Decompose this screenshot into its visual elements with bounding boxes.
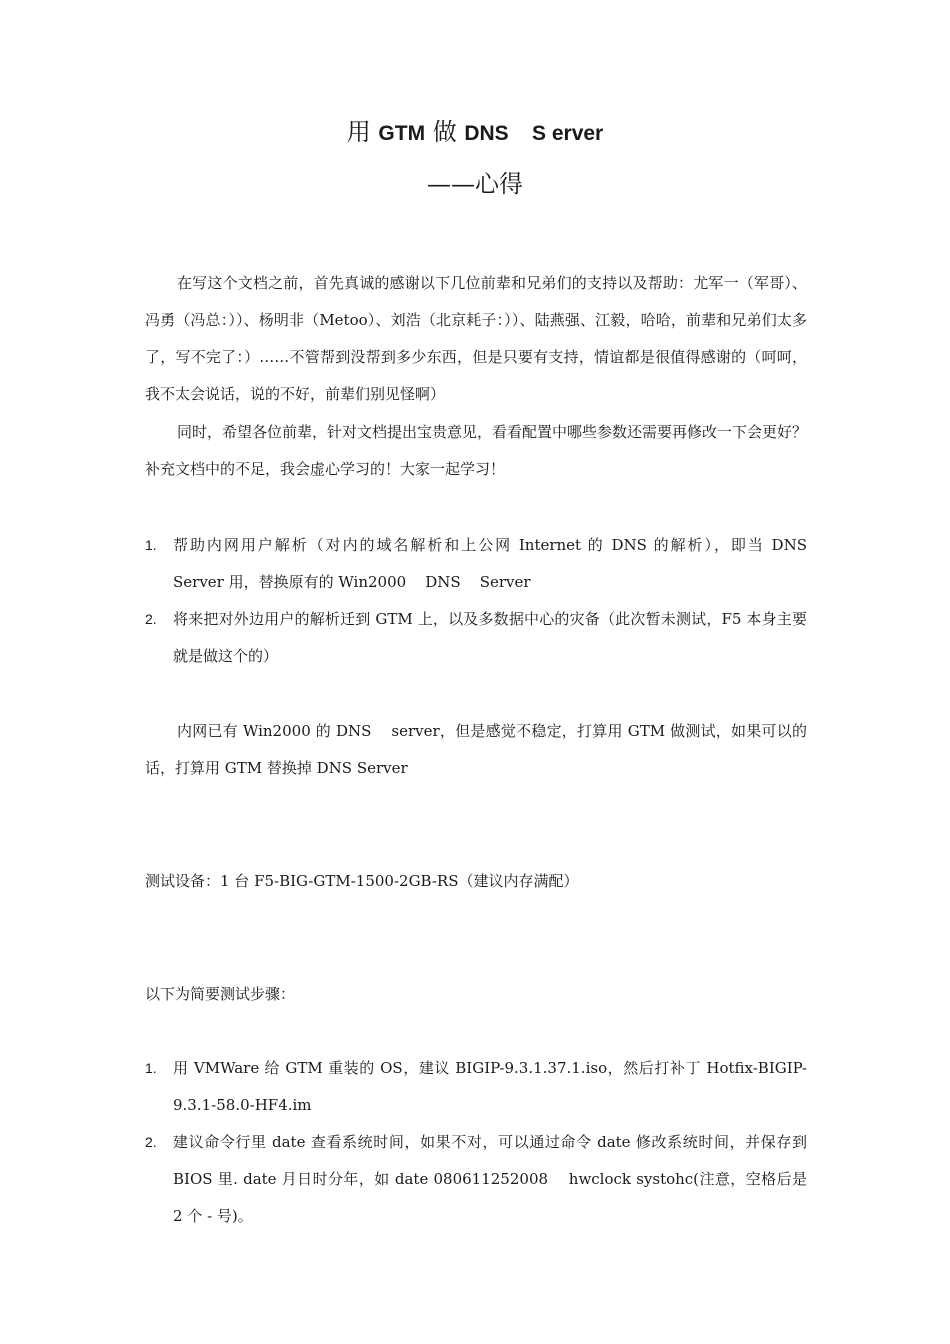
title-gtm: GTM: [378, 122, 426, 145]
background-paragraph: 内网已有 Win2000 的 DNS server，但是感觉不稳定，打算用 GTM 做测试，如果可以的话，打算用 GTM 替换掉 DNS Server: [145, 722, 807, 777]
intro-paragraph-thanks: 在写这个文档之前，首先真诚的感谢以下几位前辈和兄弟们的支持以及帮助：尤军一（军哥）、冯勇（冯总：））、杨明非（Metoo）、刘浩（北京耗子：））、陆燕强、江毅，哈哈，前辈和兄弟们太多了，写不完了：）……不管帮到没帮到多少东西，但是只要有支持，情谊都是很值得感谢的（呵呵，我不太会说话，说的不好，前辈们别见怪啊）: [145, 274, 807, 403]
list-item: [145, 1124, 812, 1235]
steps-list: [145, 1050, 812, 1235]
list-text: 帮助内网用户解析（对内的域名解析和上公网 Internet 的 DNS 的解析），即当 DNS Server 用，替换原有的 Win2000 DNS Server: [173, 536, 827, 591]
list-number: 1.: [145, 1060, 157, 1076]
list-item: [145, 527, 827, 601]
list-number: 1.: [145, 537, 157, 553]
steps-heading: 以下为简要测试步骤：: [145, 985, 296, 1003]
title-prefix: 用: [346, 118, 379, 146]
document-subtitle: ——心得: [427, 170, 523, 198]
list-text: 建议命令行里 date 查看系统时间，如果不对，可以通过命令 date 修改系统时间，并保存到 BIOS 里. date 月日时分年，如 date 080611252008 hwclock systohc(注意，空格后是 2 个 - 号)。: [173, 1133, 812, 1225]
list-number: 2.: [145, 611, 157, 627]
test-device-line: 测试设备：1 台 F5-BIG-GTM-1500-2GB-RS（建议内存满配）: [145, 872, 579, 890]
goals-list: [145, 527, 827, 675]
document-title: [0, 112, 950, 154]
list-item: [145, 601, 807, 675]
list-item: [145, 1050, 807, 1124]
list-number: 2.: [145, 1134, 157, 1150]
list-text: 用 VMWare 给 GTM 重装的 OS，建议 BIGIP-9.3.1.37.1.iso，然后打补丁 Hotfix-BIGIP-9.3.1-58.0-HF4.im: [173, 1059, 807, 1114]
list-text: 将来把对外边用户的解析迁到 GTM 上，以及多数据中心的灾备（此次暂未测试，F5 本身主要就是做这个的）: [173, 610, 807, 665]
title-dns-server: DNS S erver: [464, 122, 604, 145]
intro-paragraph-request: 同时，希望各位前辈，针对文档提出宝贵意见，看看配置中哪些参数还需要再修改一下会更好？补充文档中的不足，我会虚心学习的！大家一起学习！: [145, 423, 808, 478]
title-mid: 做: [425, 118, 465, 146]
